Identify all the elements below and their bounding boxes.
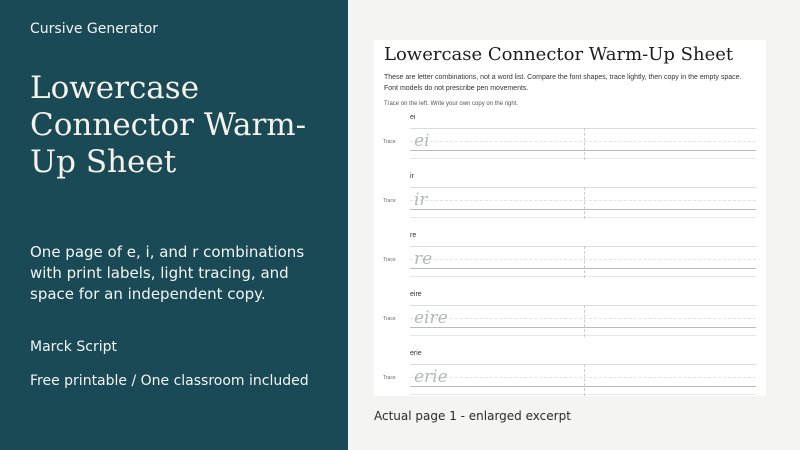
trace-text: ei bbox=[414, 131, 430, 151]
preview-caption: Actual page 1 - enlarged excerpt bbox=[374, 409, 571, 423]
combination-label: re bbox=[410, 232, 417, 239]
practice-row bbox=[374, 173, 766, 232]
ruled-line bbox=[410, 394, 756, 395]
trace-text: ir bbox=[414, 190, 428, 210]
font-name: Marck Script bbox=[30, 339, 117, 355]
trace-label: Trace bbox=[383, 198, 396, 204]
combination-label: ei bbox=[410, 114, 416, 121]
trace-label: Trace bbox=[383, 139, 396, 145]
combination-label: eire bbox=[410, 291, 422, 298]
ruled-line bbox=[410, 276, 756, 277]
practice-row bbox=[374, 232, 766, 291]
baseline bbox=[410, 209, 756, 210]
trace-label: Trace bbox=[383, 375, 396, 381]
ruled-line bbox=[410, 158, 756, 159]
trace-copy-divider bbox=[584, 364, 585, 396]
ruled-line bbox=[410, 246, 756, 247]
ruled-line bbox=[410, 200, 756, 201]
product-description: One page of e, i, and r combinations with print labels, light tracing, and space for an independent copy. bbox=[30, 243, 305, 303]
baseline bbox=[410, 150, 756, 151]
practice-row bbox=[374, 291, 766, 350]
ruled-line bbox=[410, 318, 756, 319]
trace-label: Trace bbox=[383, 316, 396, 322]
trace-copy-divider bbox=[584, 187, 585, 219]
sheet-title: Lowercase Connector Warm-Up Sheet bbox=[384, 44, 734, 65]
ruled-line bbox=[410, 335, 756, 336]
trace-text: erie bbox=[414, 367, 448, 387]
ruled-line bbox=[410, 259, 756, 260]
practice-row bbox=[374, 350, 766, 409]
baseline bbox=[410, 268, 756, 269]
trace-copy-divider bbox=[584, 246, 585, 278]
trace-copy-divider bbox=[584, 128, 585, 160]
offer-text: Free printable / One classroom included bbox=[30, 373, 309, 389]
trace-label: Trace bbox=[383, 257, 396, 263]
sheet-description: These are letter combinations, not a word list. Compare the font shapes, trace lightly, then copy in the empty space. Font models do not prescribe pen movements. bbox=[384, 74, 742, 92]
ruled-line bbox=[410, 364, 756, 365]
ruled-line bbox=[410, 141, 756, 142]
baseline bbox=[410, 386, 756, 387]
page-title: Lowercase Connector Warm-Up Sheet bbox=[30, 70, 307, 180]
ruled-line bbox=[410, 187, 756, 188]
ruled-line bbox=[410, 377, 756, 378]
trace-text: eire bbox=[414, 308, 448, 328]
hero-panel bbox=[0, 0, 348, 450]
sheet-hint: Trace on the left. Write your own copy on the right. bbox=[384, 101, 519, 107]
ruled-line bbox=[410, 128, 756, 129]
combination-label: erie bbox=[410, 350, 422, 357]
brand-name[interactable]: Cursive Generator bbox=[30, 21, 159, 37]
trace-copy-divider bbox=[584, 305, 585, 337]
baseline bbox=[410, 327, 756, 328]
trace-text: re bbox=[414, 249, 433, 269]
combination-label: ir bbox=[410, 173, 414, 180]
practice-row bbox=[374, 114, 766, 173]
worksheet-preview bbox=[374, 40, 766, 396]
ruled-line bbox=[410, 305, 756, 306]
ruled-line bbox=[410, 217, 756, 218]
